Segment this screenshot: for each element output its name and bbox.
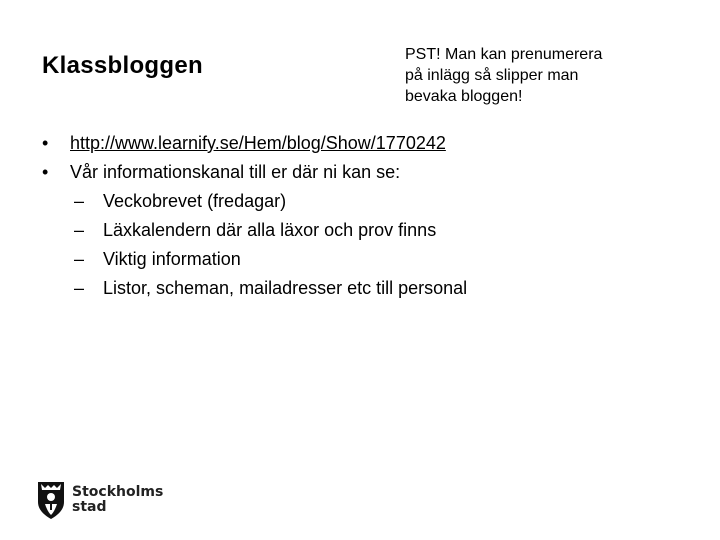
sub-bullet-marker: – (74, 220, 85, 240)
sub-bullet-text: Viktig information (103, 249, 241, 269)
note-line: på inlägg så slipper man (405, 67, 579, 84)
subscribe-note (405, 44, 675, 107)
slide-title: Klassbloggen (42, 52, 203, 79)
note-line: PST! Man kan prenumerera (405, 46, 603, 63)
note-line: bevaka bloggen! (405, 88, 523, 105)
sub-bullet-marker: – (74, 249, 85, 269)
sub-bullet-text: Veckobrevet (fredagar) (103, 191, 287, 211)
sub-bullet-marker: – (74, 191, 85, 211)
logo-line-1: Stockholms (72, 484, 164, 500)
logo-wordmark (72, 485, 163, 515)
bullet-marker: • (42, 133, 49, 153)
sub-bullet-text: Läxkalendern där alla läxor och prov finns (103, 220, 437, 240)
stockholm-crest-icon (36, 480, 66, 520)
logo-line-2: stad (72, 499, 107, 515)
bullet-marker: • (42, 162, 49, 182)
blog-link[interactable]: http://www.learnify.se/Hem/blog/Show/1770242 (70, 133, 446, 153)
bullet-text: Vår informationskanal till er där ni kan se: (70, 162, 401, 182)
sub-bullet-text: Listor, scheman, mailadresser etc till personal (103, 278, 468, 298)
sub-bullet-marker: – (74, 278, 85, 298)
stockholms-stad-logo (36, 478, 163, 522)
